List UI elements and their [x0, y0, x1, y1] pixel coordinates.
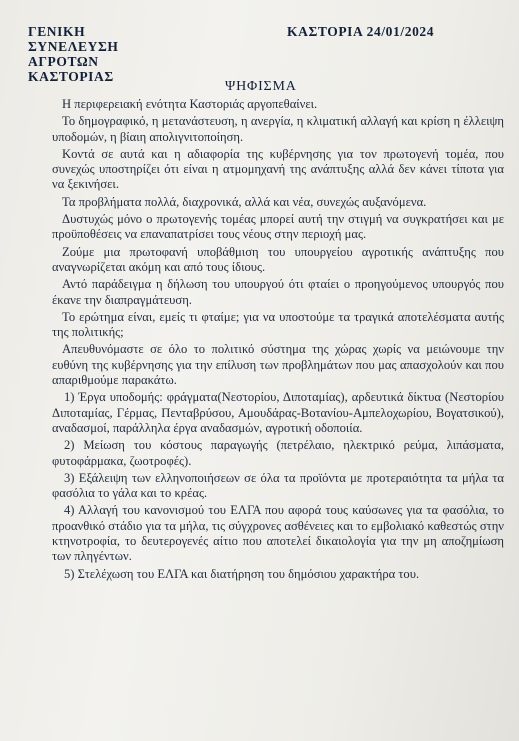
demand-item: 5) Στελέχωση του ΕΛΓΑ και διατήρηση του δημόσιου χαρακτήρα του. [64, 566, 420, 581]
paragraph: Αντό παράδειγμα η δήλωση του υπουργού ότι φταίει ο προηγούμενος υπουργός που έκανε την διαπραγμάτευση. [52, 277, 504, 307]
paragraph: Η περιφερειακή ενότητα Καστοριάς αργοπεθαίνει. [62, 97, 318, 111]
organization-line: ΓΕΝΙΚΗ [28, 24, 86, 39]
demand-item: 2) Μείωση του κόστους παραγωγής (πετρέλαιο, ηλεκτρικό ρεύμα, λιπάσματα, φυτοφάρμακα, ζωοτροφές). [52, 438, 504, 468]
place-date: ΚΑΣΤΟΡΙΑ 24/01/2024 [287, 24, 435, 39]
demand-item: 4) Αλλαγή του κανονισμού του ΕΛΓΑ που αφορά τους καύσωνες για τα φασόλια, το προανθικό στάδιο για τα μήλα, τις σύγχρονες ασθένειες και το εμβολιακό καθεστώς στην κτηνοτροφία, το δευτερογενές αίτιο που αποτελεί δικαιολογία για την μη αποζημίωση των πληγέντων. [52, 503, 504, 564]
organization-header [28, 24, 119, 84]
document-title: ΨΗΦΙΣΜΑ [225, 79, 297, 94]
paragraph: Το δημογραφικό, η μετανάστευση, η ανεργία, η κλιματική αλλαγή και κρίση η έλλειψη υποδομών, η βίαιη απολιγνιτοποίηση. [52, 114, 504, 144]
document-body [52, 97, 504, 584]
paragraph: Απευθυνόμαστε σε όλο το πολιτικό σύστημα της χώρας χωρίς να μειώνουμε την ευθύνη της κυβέρνησης για την επίλυση των προβλημάτων που μας απασχολούν και που απαριθμούμε παρακάτω. [52, 342, 504, 388]
paragraph: Δυστυχώς μόνο ο πρωτογενής τομέας μπορεί αυτή την στιγμή να συγκρατήσει και με προϋποθέσεις να επαναπατρίσει τους νέους στην περιοχή μας. [52, 212, 504, 242]
paragraph: Τα προβλήματα πολλά, διαχρονικά, αλλά και νέα, συνεχώς αυξανόμενα. [62, 194, 427, 209]
paragraph: Ζούμε μια πρωτοφανή υποβάθμιση του υπουργείου αγροτικής ανάπτυξης που αναγνωρίζεται ακόμη και από τους ίδιους. [52, 244, 504, 274]
demand-item: 1) Έργα υποδομής: φράγματα(Νεστορίου, Διποταμίας), αρδευτικά δίκτυα (Νεστορίου Διποταμίας, Γέρμας, Πενταβρύσου, Αμουδάρας-Βοτανίου-Αμπελοχωρίου, Βογατσικού), αναδασμοί, παράλληλα έργα αναδασμών, αγροτική οδοποιία. [52, 390, 504, 435]
demand-item: 3) Εξάλειψη των ελληνοποιήσεων σε όλα τα προϊόντα με προτεραιότητα τα μήλα τα φασόλια το γάλα και το κρέας. [52, 470, 504, 501]
organization-line: ΑΓΡΟΤΩΝ [28, 54, 99, 69]
organization-line: ΣΥΝΕΛΕΥΣΗ [28, 39, 119, 54]
organization-line: ΚΑΣΤΟΡΙΑΣ [28, 69, 114, 84]
paragraph: Κοντά σε αυτά και η αδιαφορία της κυβέρνησης για τον πρωτογενή τομέα, που συνεχώς υποστηρίζει ότι είναι η ατμομηχανή της ανάπτυξης αλλά δεν κάνει τίποτα για να ξεκινήσει. [52, 146, 504, 192]
paragraph: Το ερώτημα είναι, εμείς τι φταίμε; για να υποστούμε τα τραγικά αποτελέσματα αυτής της πολιτικής; [52, 309, 504, 340]
